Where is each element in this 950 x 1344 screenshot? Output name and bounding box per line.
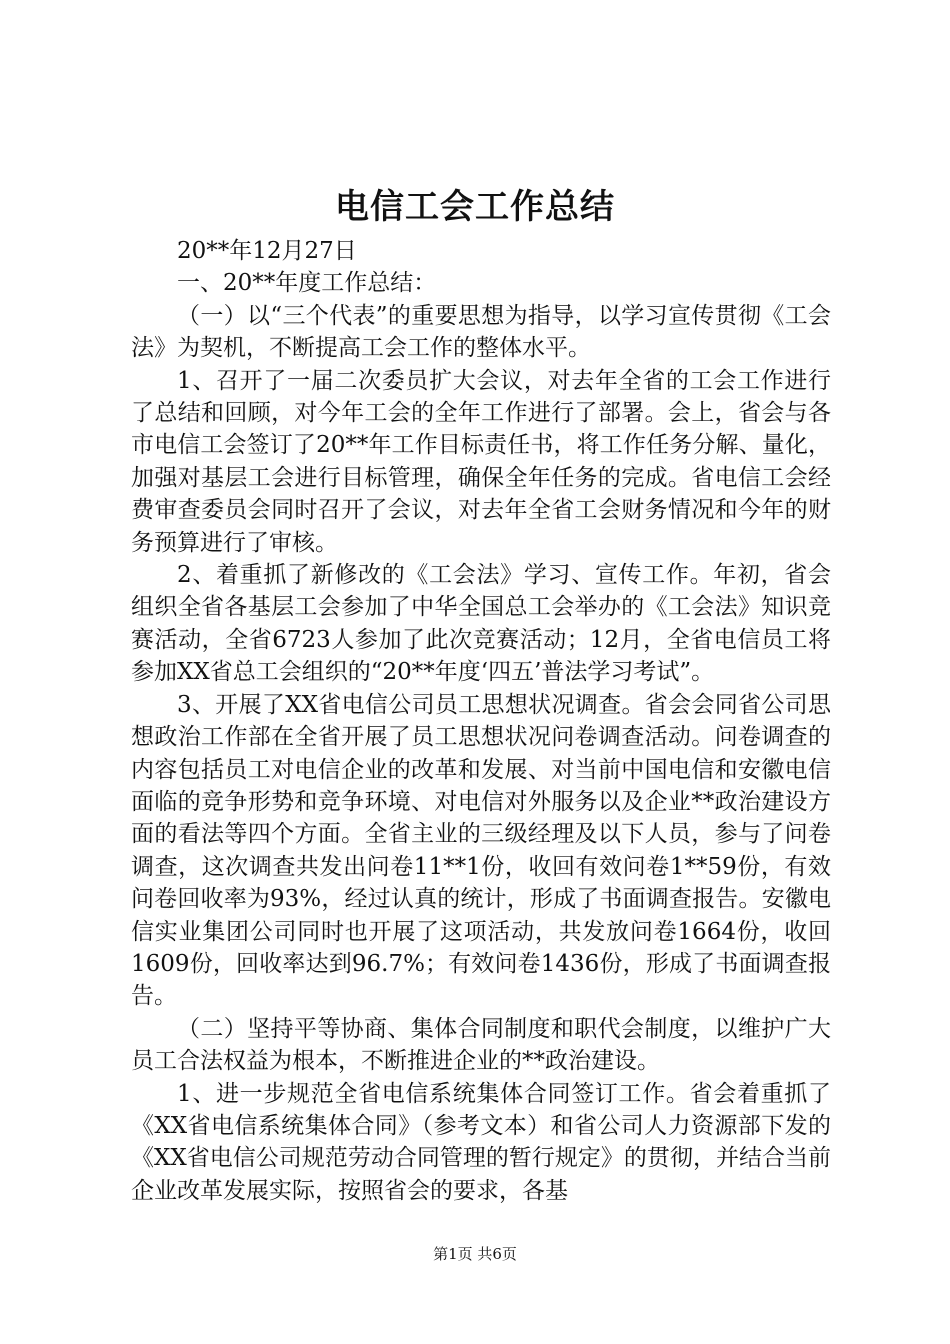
document-body [131, 235, 831, 1207]
page-footer: 第1页 共6页 [433, 1245, 517, 1263]
paragraph-subsection-2: （二）坚持平等协商、集体合同制度和职代会制度，以维护广大员工合法权益为根本，不断推进企业的**政治建设。 [131, 1015, 831, 1075]
paragraph-item-1-3: 3、开展了XX省电信公司员工思想状况调查。省会会同省公司思想政治工作部在全省开展了员工思想状况问卷调查活动。问卷调查的内容包括员工对电信企业的改革和发展、对当前中国电信和安徽电信面临的竞争形势和竞争环境、对电信对外服务以及企业**政治建设方面的看法等四个方面。全省主业的三级经理及以下人员，参与了问卷调查，这次调查共发出问卷11**1份，收回有效问卷1**59份，有效问卷回收率为93%，经过认真的统计，形成了书面调查报告。安徽电信实业集团公司同时也开展了这项活动，共发放问卷1664份，收回1609份，回收率达到96.7%；有效问卷1436份，形成了书面调查报告。 [131, 691, 831, 1010]
paragraph-item-2-1: 1、进一步规范全省电信系统集体合同签订工作。省会着重抓了《XX省电信系统集体合同》（参考文本）和省公司人力资源部下发的《XX省电信公司规范劳动合同管理的暂行规定》的贯彻，并结合当前企业改革发展实际，按照省会的要求，各基 [131, 1080, 831, 1204]
paragraph-section-heading: 一、20**年度工作总结： [177, 270, 437, 297]
paragraph-item-1-1: 1、召开了一届二次委员扩大会议，对去年全省的工会工作进行了总结和回顾，对今年工会的全年工作进行了部署。会上，省会与各市电信工会签订了20**年工作目标责任书，将工作任务分解、量化，加强对基层工会进行目标管理，确保全年任务的完成。省电信工会经费审查委员会同时召开了会议，对去年全省工会财务情况和今年的财务预算进行了审核。 [131, 367, 831, 556]
paragraph-subsection-1: （一）以“三个代表”的重要思想为指导，以学习宣传贯彻《工会法》为契机，不断提高工会工作的整体水平。 [131, 302, 831, 362]
paragraph-date: 20**年12月27日 [177, 238, 357, 264]
document-title: 电信工会工作总结 [335, 187, 615, 227]
paragraph-item-1-2: 2、着重抓了新修改的《工会法》学习、宣传工作。年初，省会组织全省各基层工会参加了中华全国总工会举办的《工会法》知识竞赛活动，全省6723人参加了此次竞赛活动；12月，全省电信员工将参加XX省总工会组织的“20**年度‘四五’普法学习考试”。 [131, 562, 831, 686]
